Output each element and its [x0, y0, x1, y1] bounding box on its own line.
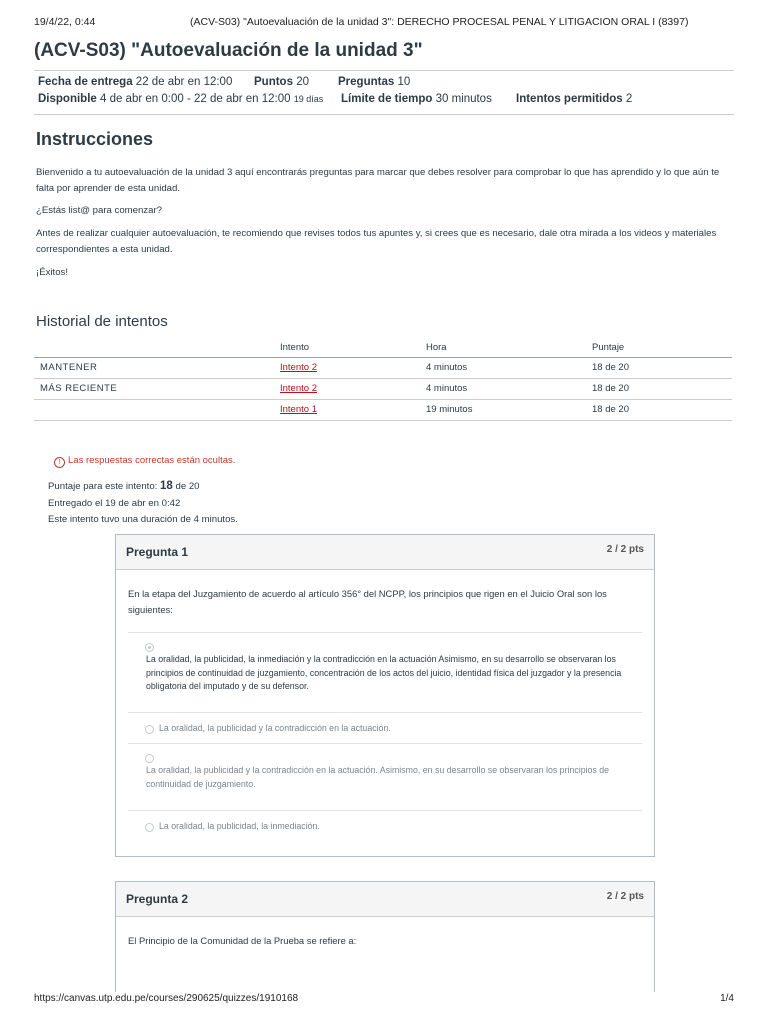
- attempts-label: Intentos permitidos: [516, 93, 623, 105]
- warning-icon: !: [54, 457, 65, 468]
- points-label: Puntos: [254, 76, 293, 88]
- question-header: [116, 882, 654, 917]
- radio-button[interactable]: [145, 823, 154, 832]
- table-header: [34, 340, 732, 358]
- questions-value: 10: [397, 76, 411, 88]
- question-header: [116, 535, 654, 570]
- score-value: 18: [160, 480, 173, 492]
- print-document-title: (ACV-S03) "Autoevaluación de la unidad 3": DERECHO PROCESAL PENAL Y LITIGACION ORAL I (8397): [190, 16, 689, 28]
- question-points: 2 / 2 pts: [606, 891, 644, 902]
- points-value: 20: [296, 76, 309, 88]
- divider: [34, 70, 734, 71]
- question-card: [115, 881, 655, 992]
- duration-line: Este intento tuvo una duración de 4 minutos.: [48, 514, 238, 525]
- attempt-score-line: [48, 478, 238, 496]
- print-header: [34, 16, 734, 30]
- instructions-heading: Instrucciones: [36, 129, 154, 149]
- questions-label: Preguntas: [338, 76, 395, 88]
- time-limit-label: Límite de tiempo: [341, 93, 433, 105]
- submitted-line: Entregado el 19 de abr en 0:42: [48, 497, 181, 509]
- attempt-time: 19 minutos: [426, 404, 473, 415]
- radio-button[interactable]: [145, 725, 154, 734]
- attempt-link[interactable]: Intento 1: [280, 404, 317, 415]
- due-label: Fecha de entrega: [38, 76, 133, 88]
- row-label: MANTENER: [40, 362, 98, 373]
- answer-option[interactable]: [128, 632, 642, 713]
- page-url: https://canvas.utp.edu.pe/courses/290625/quizzes/1910168: [34, 993, 299, 1004]
- attempt-score: 18 de 20: [592, 404, 629, 415]
- attempts-value: 2: [625, 93, 633, 105]
- attempt-time: 4 minutos: [426, 383, 468, 394]
- column-header-score: Puntaje: [592, 342, 625, 353]
- question-text: En la etapa del Juzgamiento de acuerdo al artículo 356° del NCPP, los principios que rigen en el Juicio Oral son los siguientes:: [128, 588, 607, 615]
- row-label: MÁS RECIENTE: [40, 383, 118, 394]
- attempt-time: 4 minutos: [426, 362, 468, 373]
- attempt-score: 18 de 20: [592, 383, 629, 394]
- attempt-link[interactable]: Intento 2: [280, 362, 317, 373]
- score-prefix: Puntaje para este intento:: [48, 481, 158, 492]
- table-row: [34, 379, 732, 400]
- question-title: Pregunta 2: [126, 892, 189, 906]
- page-title: (ACV-S03) "Autoevaluación de la unidad 3": [34, 40, 423, 61]
- answer-text: La oralidad, la publicidad, la inmediación.: [159, 821, 320, 831]
- attempt-score: 18 de 20: [592, 362, 629, 373]
- page-number: 1/4: [720, 993, 734, 1004]
- instructions-paragraph: ¿Estás list@ para comenzar?: [36, 205, 162, 216]
- due-value: 22 de abr en 12:00: [135, 76, 233, 88]
- history-heading: Historial de intentos: [36, 313, 168, 330]
- instructions-paragraph: Bienvenido a tu autoevaluación de la unidad 3 aquí encontrarás preguntas para marcar que debes resolver para comprobar lo que has aprendido y lo que aún te falta por aprender de esta unidad.: [36, 167, 720, 194]
- column-header-time: Hora: [426, 342, 447, 353]
- question-title: Pregunta 1: [126, 545, 189, 559]
- score-suffix: de 20: [175, 481, 200, 492]
- instructions-paragraph: ¡Éxitos!: [36, 267, 68, 278]
- radio-button[interactable]: [145, 754, 154, 763]
- question-text: El Principio de la Comunidad de la Prueba se refiere a:: [128, 935, 357, 946]
- available-days: 19 días: [293, 94, 324, 104]
- radio-button-selected[interactable]: [145, 643, 154, 652]
- answer-text: La oralidad, la publicidad y la contradicción en la actuación.: [159, 723, 391, 733]
- table-row: [34, 358, 732, 379]
- column-header-attempt: Intento: [280, 342, 310, 353]
- instructions-paragraph: Antes de realizar cualquier autoevaluación, te recomiendo que revises todos tus apuntes y, si crees que es necesario, dale otra mirada a los videos y materiales correspondientes a esta unidad.: [36, 228, 717, 255]
- answer-option[interactable]: [128, 712, 642, 744]
- attempt-link[interactable]: Intento 2: [280, 383, 317, 394]
- table-row: [34, 400, 732, 421]
- answer-text: La oralidad, la publicidad, la inmediación y la contradicción en la actuación Asimismo, en su desarrollo se observaran los principios de continuidad de juzgamiento, concentración de los actos del juicio, identidad física del juzgador y la presencia obligatoria del imputado y de su defensor.: [146, 654, 622, 691]
- answer-text: La oralidad, la publicidad y la contradicción en la actuación. Asimismo, en su desarrollo se observaran los principios de continuidad de juzgamiento.: [146, 765, 610, 789]
- attempt-history-table: [34, 340, 732, 421]
- divider: [34, 114, 734, 115]
- answer-option[interactable]: [128, 810, 642, 842]
- available-value: 4 de abr en 0:00 - 22 de abr en 12:00: [99, 93, 291, 105]
- attempt-summary: [48, 478, 238, 529]
- print-date: 19/4/22, 0:44: [34, 16, 96, 28]
- available-label: Disponible: [38, 93, 97, 105]
- time-limit-value: 30 minutos: [435, 93, 492, 105]
- notice-text: Las respuestas correctas están ocultas.: [68, 455, 236, 466]
- question-card: [115, 534, 655, 857]
- answer-option[interactable]: [128, 743, 642, 811]
- question-points: 2 / 2 pts: [606, 544, 644, 555]
- hidden-answers-notice: [54, 455, 235, 468]
